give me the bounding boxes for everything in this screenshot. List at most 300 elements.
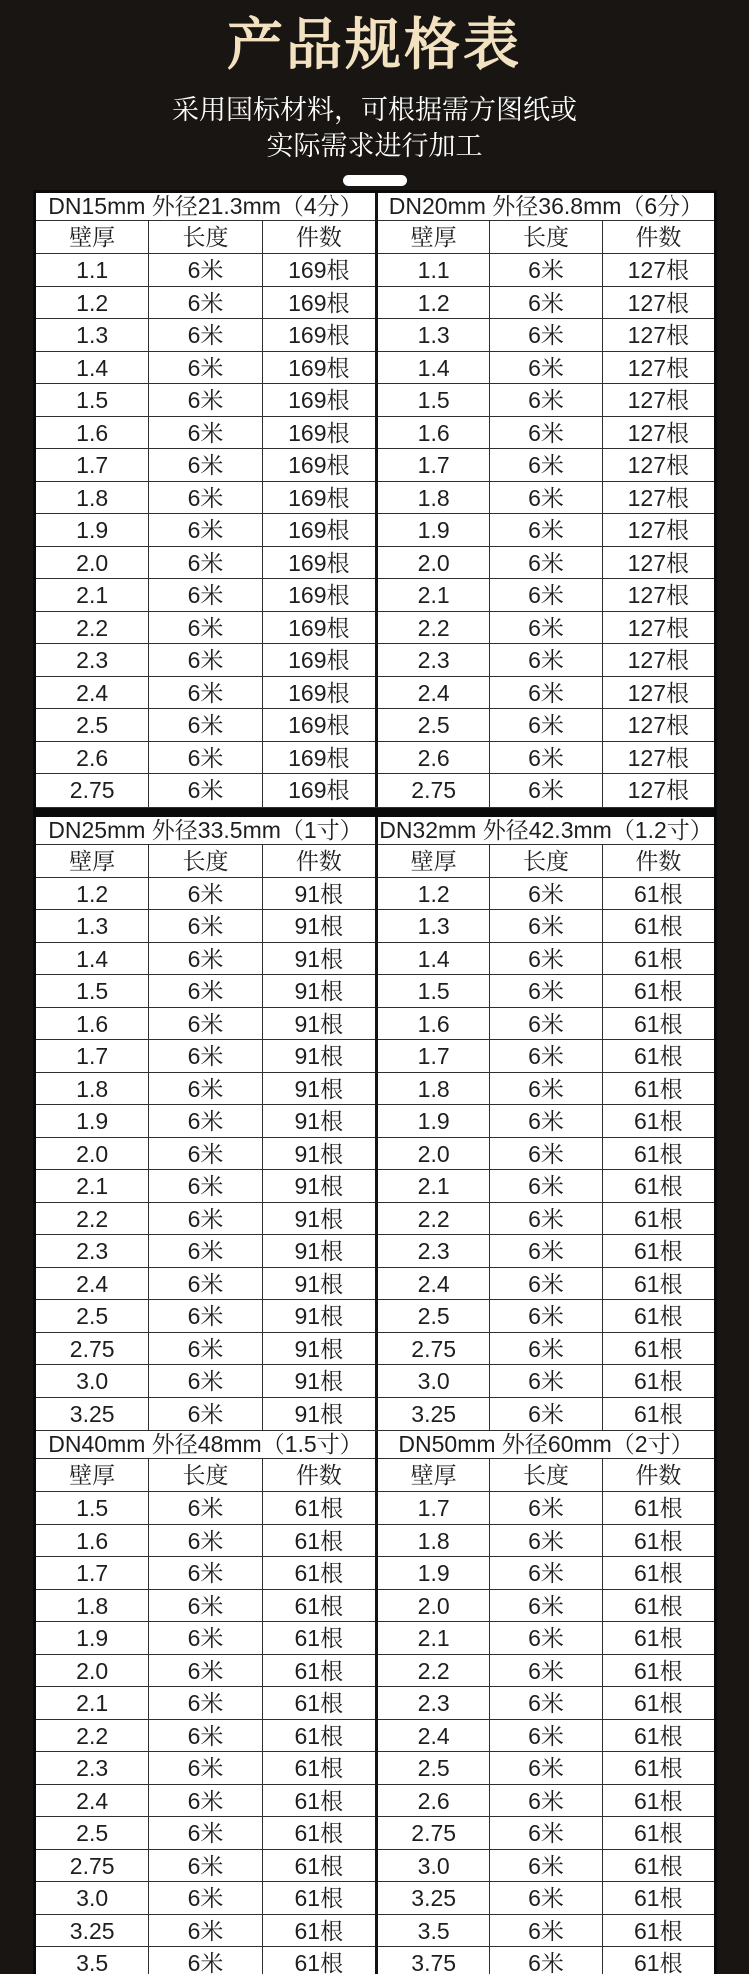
table-cell: 61根 [603,1365,714,1398]
table-row [36,1365,375,1398]
table-cell: 1.9 [378,1105,490,1138]
table-cell: 6米 [149,1008,262,1041]
table-row [36,1622,375,1655]
table-cell: 2.0 [36,547,149,580]
table-cell: 1.7 [36,1557,149,1590]
table-cell: 6米 [149,1138,262,1171]
spec-table-dn50 [375,1431,714,1974]
table-row [378,1915,714,1948]
table-cell: 61根 [603,1752,714,1785]
table-cell: 6米 [149,514,262,547]
table-cell: 91根 [294,1400,344,1427]
table-row [378,1850,714,1883]
table-header-dn50: DN50mm 外径60mm（2寸） [378,1431,714,1459]
table-cell: 6米 [490,449,602,482]
table-cell: 1.8 [36,1590,149,1623]
table-header-dn32: DN32mm 外径42.3mm（1.2寸） [379,816,713,843]
table-cell: 1.9 [378,514,490,547]
table-cell: 6米 [149,644,262,677]
table-cell: 2.5 [36,1817,149,1850]
table-cell: 6米 [490,1008,602,1041]
table-cell: 2.0 [36,1655,149,1688]
table-row [36,384,375,417]
table-cell: 6米 [490,612,602,645]
table-cell: 6米 [490,384,602,417]
table-cell: 3.5 [36,1947,149,1974]
table-cell: 6米 [490,1203,602,1236]
table-row [36,1557,375,1590]
table-cell: 127根 [603,319,714,352]
table-cell: 91根 [263,1008,375,1041]
table-row [36,975,375,1008]
table-cell: 91根 [263,1040,375,1073]
table-header-dn15: DN15mm 外径21.3mm（4分） [36,193,375,221]
table-cell: 61根 [603,1557,714,1590]
table-cell: 6米 [149,1040,262,1073]
table-cell: 91根 [263,1138,375,1171]
table-cell: 2.4 [36,1785,149,1818]
column-header-length: 长度 [490,221,602,254]
table-row [378,910,714,943]
table-cell: 3.25 [378,1398,490,1431]
table-cell: 127根 [627,777,689,803]
table-row [378,612,714,645]
table-cell: 2.3 [378,1687,490,1720]
table-cell: 61根 [603,1170,714,1203]
table-cell: 6米 [490,1105,602,1138]
divider-pill [343,175,407,186]
table-row [378,1398,714,1431]
table-cell: 2.5 [36,1300,149,1333]
table-cell: 61根 [263,1850,375,1883]
column-header-wall-thickness: 壁厚 [36,221,149,254]
table-cell: 6米 [149,1817,262,1850]
table-cell: 61根 [603,1203,714,1236]
table-cell: 2.4 [378,1720,490,1753]
table-row [378,1590,714,1623]
table-cell: 2.3 [36,644,149,677]
table-cell: 2.2 [378,1655,490,1688]
table-cell: 2.1 [36,1170,149,1203]
table-cell: 6米 [149,547,262,580]
table-row [378,878,714,911]
table-cell: 91根 [263,878,375,911]
table-cell: 169根 [263,514,375,547]
table-cell: 2.1 [378,1170,490,1203]
table-cell: 1.5 [36,384,149,417]
column-header-wall-thickness: 壁厚 [378,221,490,254]
table-cell: 2.1 [36,1687,149,1720]
table-cell: 127根 [603,644,714,677]
table-cell: 6米 [149,1300,262,1333]
table-row [36,878,375,911]
table-cell: 6米 [149,1333,262,1366]
table-cell: 6米 [490,1850,602,1883]
table-cell: 6米 [490,547,602,580]
table-row [378,1785,714,1818]
table-cell: 1.2 [378,287,490,320]
table-cell: 6米 [149,319,262,352]
table-cell: 6米 [149,1492,262,1525]
table-cell: 2.0 [36,1138,149,1171]
table-cell: 91根 [263,1333,375,1366]
column-header-wall-thickness: 壁厚 [36,1459,149,1492]
table-cell: 1.9 [36,1105,149,1138]
table-cell: 6米 [149,254,262,287]
table-cell: 1.6 [378,1008,490,1041]
table-cell: 61根 [263,1525,375,1558]
table-cell: 6米 [149,1720,262,1753]
table-cell: 6米 [490,644,602,677]
table-cell: 3.0 [378,1365,490,1398]
table-row [36,417,375,450]
table-cell: 127根 [603,742,714,775]
table-cell: 2.3 [378,1235,490,1268]
table-cell: 1.8 [36,1073,149,1106]
table-cell: 61根 [634,1950,683,1974]
table-cell: 6米 [490,677,602,710]
table-cell: 1.9 [378,1557,490,1590]
table-cell: 6米 [149,709,262,742]
table-row [36,1850,375,1883]
table-cell: 1.3 [378,910,490,943]
column-header-row [36,221,375,254]
table-cell: 1.4 [378,943,490,976]
table-cell: 61根 [603,1655,714,1688]
table-cell: 6米 [490,1365,602,1398]
table-cell: 3.5 [378,1915,490,1948]
table-cell: 6米 [149,1525,262,1558]
table-cell: 6米 [490,1687,602,1720]
column-header-row [378,1459,714,1492]
table-cell: 2.3 [378,644,490,677]
table-cell: 1.7 [378,1040,490,1073]
table-row [378,1557,714,1590]
table-cell: 61根 [263,1720,375,1753]
column-header-row [378,845,714,878]
table-cell: 2.1 [378,579,490,612]
table-cell: 6米 [149,384,262,417]
table-cell: 127根 [603,449,714,482]
table-row [36,1138,375,1171]
table-cell: 3.75 [378,1947,490,1974]
table-cell: 127根 [603,352,714,385]
table-cell: 169根 [263,579,375,612]
column-header-wall-thickness: 壁厚 [378,845,490,878]
table-cell: 1.1 [378,254,490,287]
table-row [36,1785,375,1818]
table-cell: 6米 [149,878,262,911]
column-header-count: 件数 [603,1459,714,1492]
table-cell: 6米 [490,1752,602,1785]
column-header-count: 件数 [263,1459,375,1492]
table-cell: 61根 [603,1235,714,1268]
table-cell: 6米 [490,1882,602,1915]
table-header-dn20: DN20mm 外径36.8mm（6分） [378,193,714,221]
table-cell: 61根 [263,1915,375,1948]
table-cell: 61根 [603,1785,714,1818]
table-row [36,709,375,742]
table-cell: 6米 [490,1622,602,1655]
table-cell: 6米 [149,1557,262,1590]
table-cell: 6米 [149,1203,262,1236]
table-cell: 127根 [603,417,714,450]
page-header [0,0,749,186]
table-row [378,1365,714,1398]
table-row [378,1300,714,1333]
table-row [36,449,375,482]
table-cell: 61根 [263,1687,375,1720]
table-cell: 6米 [149,612,262,645]
table-cell: 2.0 [378,547,490,580]
table-cell: 6米 [149,1785,262,1818]
table-cell: 6米 [490,417,602,450]
table-cell: 1.7 [36,449,149,482]
spec-table-dn25 [36,817,375,1431]
rows-dn20 [378,254,714,807]
table-cell: 61根 [603,1687,714,1720]
table-row [378,644,714,677]
table-row [36,1300,375,1333]
spec-table-dn32 [375,817,714,1431]
table-row [378,1947,714,1974]
table-cell: 6米 [149,1105,262,1138]
table-cell: 2.5 [36,709,149,742]
table-cell: 2.0 [378,1590,490,1623]
table-cell: 169根 [263,612,375,645]
table-row [378,319,714,352]
table-cell: 61根 [603,1525,714,1558]
table-cell: 61根 [263,1882,375,1915]
table-cell: 1.8 [36,482,149,515]
table-row [378,742,714,775]
table-row [36,644,375,677]
table-cell: 6米 [490,1557,602,1590]
table-cell: 1.3 [36,910,149,943]
table-cell: 6米 [490,1785,602,1818]
rows-dn50 [378,1492,714,1974]
table-cell: 1.6 [36,1008,149,1041]
table-row [36,352,375,385]
table-cell: 6米 [149,910,262,943]
table-row [36,547,375,580]
table-cell: 2.3 [36,1235,149,1268]
table-row [36,482,375,515]
table-row [378,943,714,976]
table-cell: 1.5 [36,975,149,1008]
table-cell: 6米 [490,1138,602,1171]
table-row [36,1915,375,1948]
table-cell: 127根 [603,482,714,515]
table-row [378,417,714,450]
table-cell: 6米 [149,579,262,612]
table-row [36,579,375,612]
column-header-length: 长度 [490,1459,602,1492]
table-cell: 91根 [263,1300,375,1333]
table-cell: 6米 [149,417,262,450]
table-cell: 3.25 [36,1398,149,1431]
table-cell: 1.6 [36,1525,149,1558]
table-cell: 6米 [149,1170,262,1203]
table-cell: 91根 [263,975,375,1008]
subtitle [0,92,749,164]
table-cell: 6米 [149,1947,262,1974]
rows-dn15 [36,254,375,807]
table-cell: 1.6 [378,417,490,450]
table-cell: 61根 [263,1557,375,1590]
table-cell: 127根 [603,547,714,580]
table-cell: 61根 [603,1040,714,1073]
table-row [378,1622,714,1655]
table-row [36,1655,375,1688]
table-row [378,1138,714,1171]
table-cell: 3.25 [378,1882,490,1915]
table-cell: 3.0 [36,1882,149,1915]
table-cell: 6米 [490,1398,602,1431]
table-cell: 1.7 [378,449,490,482]
table-cell: 1.8 [378,1073,490,1106]
table-cell: 6米 [490,1300,602,1333]
table-row [378,1492,714,1525]
table-cell: 6米 [490,1915,602,1948]
table-cell: 169根 [263,677,375,710]
table-cell: 1.1 [36,254,149,287]
table-cell: 169根 [263,254,375,287]
rows-dn32 [378,878,714,1431]
table-row [36,1073,375,1106]
table-cell: 6米 [490,1947,602,1974]
table-cell: 1.4 [36,943,149,976]
table-cell: 91根 [263,1073,375,1106]
table-header-dn40: DN40mm 外径48mm（1.5寸） [36,1431,375,1459]
table-cell: 6米 [490,514,602,547]
table-cell: 127根 [603,287,714,320]
table-row [36,1882,375,1915]
table-cell: 3.0 [378,1850,490,1883]
column-header-length: 长度 [149,221,262,254]
table-cell: 6米 [149,1752,262,1785]
table-cell: 2.3 [36,1752,149,1785]
table-cell: 1.2 [36,287,149,320]
table-row [378,449,714,482]
table-cell: 6米 [490,1655,602,1688]
table-cell: 2.2 [36,612,149,645]
table-cell: 127根 [603,254,714,287]
table-cell: 6米 [490,254,602,287]
table-row [378,1235,714,1268]
spec-group-dn15-dn20 [36,193,714,808]
table-row [378,1882,714,1915]
table-cell: 6米 [149,1365,262,1398]
table-cell: 61根 [603,910,714,943]
table-row [378,1720,714,1753]
table-row [378,1655,714,1688]
table-cell: 127根 [603,514,714,547]
table-cell: 1.8 [378,482,490,515]
table-cell: 169根 [263,384,375,417]
table-cell: 2.4 [378,1268,490,1301]
table-cell: 6米 [490,774,602,807]
table-cell: 6米 [490,878,602,911]
table-cell: 61根 [603,1138,714,1171]
table-cell: 61根 [603,1268,714,1301]
table-cell: 6米 [490,1720,602,1753]
table-row [36,612,375,645]
table-cell: 6米 [149,1398,262,1431]
column-header-length: 长度 [149,845,262,878]
table-cell: 61根 [603,1850,714,1883]
page-title: 产品规格表 [227,13,522,76]
table-row [36,1203,375,1236]
table-cell: 6米 [490,482,602,515]
table-row [36,1398,375,1431]
table-cell: 2.1 [36,579,149,612]
table-cell: 6米 [490,319,602,352]
table-cell: 61根 [263,1590,375,1623]
table-row [36,514,375,547]
table-row [378,547,714,580]
table-cell: 127根 [603,612,714,645]
table-row [36,1105,375,1138]
table-cell: 6米 [149,482,262,515]
table-row [378,709,714,742]
spec-group-dn40-dn50 [36,1430,714,1974]
table-cell: 61根 [603,943,714,976]
table-cell: 6米 [149,1590,262,1623]
column-header-wall-thickness: 壁厚 [36,845,149,878]
table-cell: 169根 [288,777,350,803]
table-row [36,1235,375,1268]
table-row [36,742,375,775]
table-cell: 2.4 [36,1268,149,1301]
table-row [378,975,714,1008]
table-cell: 2.6 [36,742,149,775]
table-cell: 169根 [263,644,375,677]
table-cell: 6米 [149,943,262,976]
table-row [378,677,714,710]
table-row [378,1268,714,1301]
table-cell: 6米 [149,774,262,807]
table-row [36,1040,375,1073]
table-cell: 6米 [490,1235,602,1268]
table-cell: 2.75 [378,1333,490,1366]
table-cell: 1.5 [36,1492,149,1525]
table-cell: 2.2 [36,1203,149,1236]
table-cell: 6米 [490,287,602,320]
column-header-length: 长度 [490,845,602,878]
table-cell: 1.9 [36,1622,149,1655]
table-cell: 1.2 [36,878,149,911]
table-cell: 6米 [490,1170,602,1203]
table-cell: 61根 [263,1785,375,1818]
column-header-length: 长度 [149,1459,262,1492]
table-cell: 127根 [603,709,714,742]
table-cell: 61根 [603,1300,714,1333]
table-cell: 2.2 [36,1720,149,1753]
table-cell: 2.5 [378,1300,490,1333]
table-cell: 2.75 [36,774,149,807]
column-header-count: 件数 [603,221,714,254]
table-row [36,1333,375,1366]
table-cell: 61根 [263,1492,375,1525]
table-cell: 2.4 [378,677,490,710]
table-row [378,1525,714,1558]
table-cell: 61根 [263,1622,375,1655]
table-row [36,254,375,287]
table-cell: 6米 [490,709,602,742]
table-row [36,910,375,943]
table-cell: 6米 [490,352,602,385]
